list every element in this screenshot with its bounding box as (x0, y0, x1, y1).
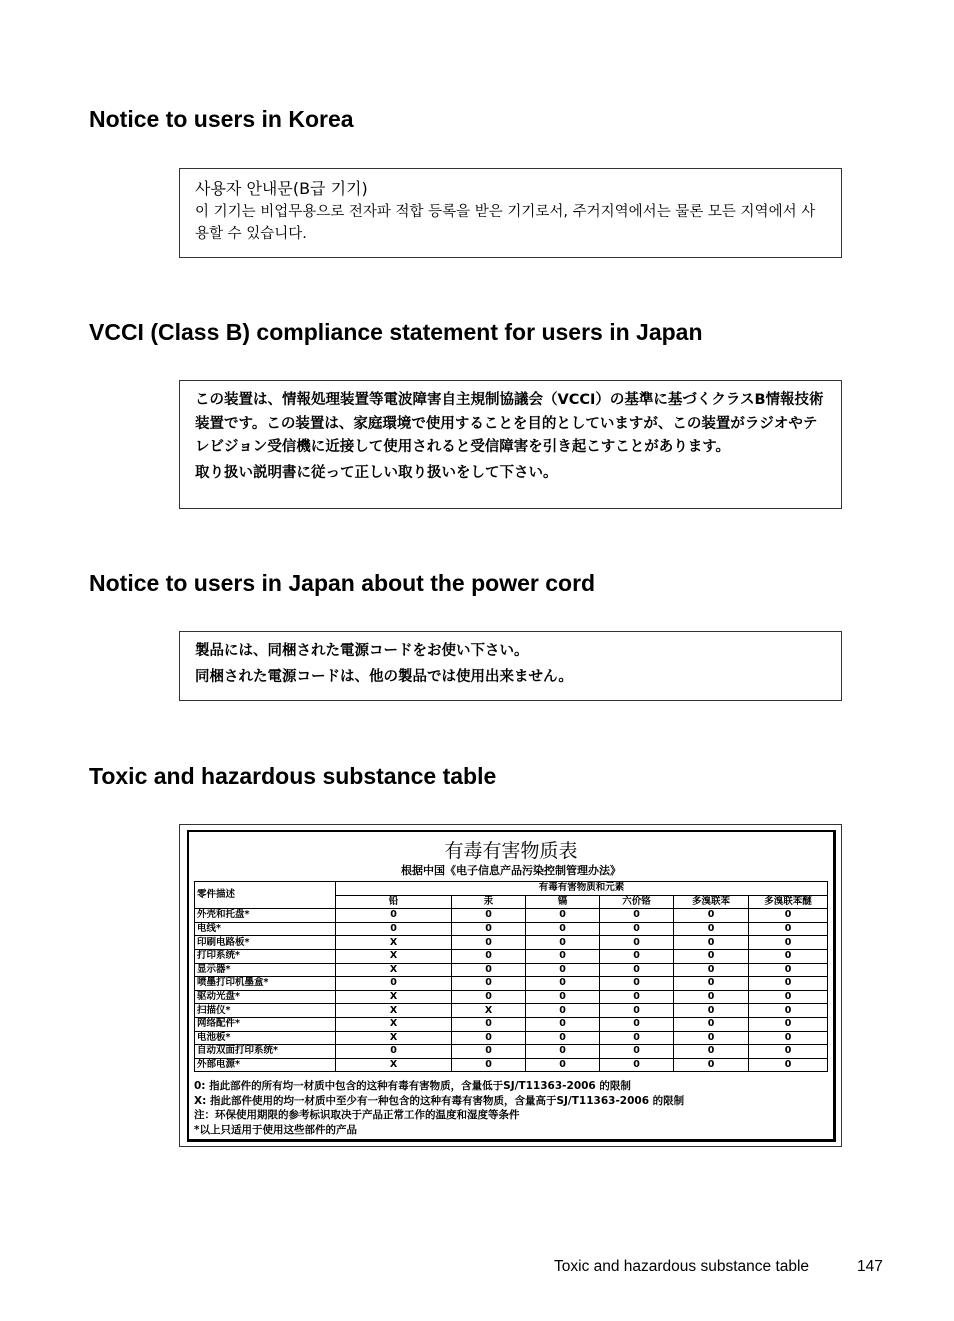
substance-value-cell: 0 (336, 977, 452, 991)
toxic-table-frame (187, 830, 836, 1142)
note-line: *以上只适用于使用这些部件的产品 (194, 1123, 357, 1136)
substance-value-cell: 0 (674, 909, 749, 923)
power-cord-line-1: 製品には、同梱された電源コードをお使い下さい。 (195, 643, 529, 659)
substance-value-cell: 0 (526, 1045, 600, 1059)
table-row (195, 922, 828, 936)
part-name-cell: 外部电源* (195, 1058, 336, 1072)
substance-value-cell: 0 (749, 1031, 828, 1045)
substance-value-cell: 0 (749, 949, 828, 963)
substance-value-cell: 0 (452, 922, 526, 936)
table-row (195, 909, 828, 923)
substance-value-cell: 0 (674, 977, 749, 991)
korea-notice-body: 이 기기는 비업무용으로 전자파 적합 등록을 받은 기기로서, 주거지역에서는 물론 모든 지역에서 사용할 수 있습니다. (195, 204, 816, 242)
substance-value-cell: 0 (600, 1031, 674, 1045)
substance-value-cell: 0 (600, 990, 674, 1004)
toxic-table-notes (194, 1079, 684, 1137)
korea-notice-box (179, 168, 842, 258)
substance-value-cell: 0 (674, 1031, 749, 1045)
substance-column-header: 镉 (526, 895, 600, 909)
substance-value-cell: 0 (600, 922, 674, 936)
substance-value-cell: 0 (749, 963, 828, 977)
part-name-cell: 打印系统* (195, 949, 336, 963)
substance-value-cell: X (336, 1058, 452, 1072)
heading-power-cord: Notice to users in Japan about the power cord (89, 570, 596, 596)
substance-value-cell: 0 (600, 936, 674, 950)
substance-value-cell: 0 (336, 909, 452, 923)
substance-value-cell: 0 (526, 1004, 600, 1018)
substance-value-cell: 0 (452, 936, 526, 950)
note-line: X: 指此部件使用的均一材质中至少有一种包含的这种有毒有害物质，含量高于SJ/T11363-2006 的限制 (194, 1094, 685, 1107)
substance-value-cell: 0 (749, 1004, 828, 1018)
part-name-cell: 电池板* (195, 1031, 336, 1045)
note-line: 注：环保使用期限的参考标识取决于产品正常工作的温度和湿度等条件 (194, 1109, 520, 1121)
substance-value-cell: X (452, 1004, 526, 1018)
substance-value-cell: 0 (674, 1045, 749, 1059)
substance-value-cell: 0 (674, 990, 749, 1004)
substance-value-cell: 0 (749, 909, 828, 923)
substance-value-cell: 0 (674, 922, 749, 936)
substance-value-cell: 0 (452, 909, 526, 923)
substance-value-cell: 0 (452, 1031, 526, 1045)
substance-value-cell: 0 (674, 936, 749, 950)
note-line: 0: 指此部件的所有均一材质中包含的这种有毒有害物质，含量低于SJ/T11363-2006 的限制 (194, 1080, 631, 1092)
vcci-statement-body: この装置は、情報処理装置等電波障害自主規制協議会（VCCI）の基準に基づくクラスB情報技術装置です。この装置は、家庭環境で使用することを目的としていますが、この装置がラジオやテレビジョン受信機に近接して使用されると受信障害を引き起こすことがあります。 (195, 392, 824, 455)
page-footer (554, 1258, 883, 1276)
substance-value-cell: 0 (749, 936, 828, 950)
power-cord-notice-box (179, 631, 842, 701)
table-row (195, 977, 828, 991)
substance-value-cell: 0 (452, 990, 526, 1004)
substance-value-cell: 0 (526, 936, 600, 950)
table-row (195, 949, 828, 963)
substance-value-cell: 0 (674, 1004, 749, 1018)
table-row (195, 963, 828, 977)
vcci-statement-box (179, 380, 842, 509)
substance-value-cell: 0 (526, 949, 600, 963)
substance-value-cell: X (336, 990, 452, 1004)
substance-value-cell: 0 (749, 1045, 828, 1059)
substance-value-cell: 0 (452, 1017, 526, 1031)
substance-value-cell: 0 (600, 977, 674, 991)
substance-column-header: 多溴联苯醚 (749, 895, 828, 909)
part-name-cell: 驱动光盘* (195, 990, 336, 1004)
substance-value-cell: 0 (526, 990, 600, 1004)
substance-column-header: 六价铬 (600, 895, 674, 909)
substance-value-cell: 0 (749, 977, 828, 991)
heading-vcci: VCCI (Class B) compliance statement for users in Japan (89, 319, 703, 345)
substance-value-cell: X (336, 963, 452, 977)
toxic-table-subtitle: 根据中国《电子信息产品污染控制管理办法》 (401, 864, 621, 877)
substance-value-cell: 0 (749, 1017, 828, 1031)
table-row (195, 1017, 828, 1031)
substance-column-header: 汞 (452, 895, 526, 909)
substance-value-cell: 0 (336, 1045, 452, 1059)
substance-value-cell: 0 (600, 1017, 674, 1031)
substance-value-cell: 0 (674, 963, 749, 977)
table-row (195, 936, 828, 950)
substance-value-cell: X (336, 936, 452, 950)
heading-toxic: Toxic and hazardous substance table (89, 763, 497, 789)
substance-value-cell: 0 (674, 1017, 749, 1031)
substance-value-cell: 0 (526, 963, 600, 977)
part-name-cell: 外壳和托盘* (195, 909, 336, 923)
substance-table-body (195, 909, 828, 1072)
part-name-cell: 喷墨打印机墨盒* (195, 977, 336, 991)
table-row (195, 1045, 828, 1059)
substance-value-cell: 0 (452, 963, 526, 977)
korea-notice-title: 사용자 안내문(B급 기기) (195, 179, 368, 198)
substance-value-cell: 0 (749, 1058, 828, 1072)
part-name-cell: 电线* (195, 922, 336, 936)
substance-value-cell: 0 (600, 1058, 674, 1072)
table-row (195, 1031, 828, 1045)
substance-value-cell: 0 (452, 949, 526, 963)
substance-value-cell: 0 (600, 949, 674, 963)
part-name-cell: 扫描仪* (195, 1004, 336, 1018)
substance-value-cell: 0 (600, 1045, 674, 1059)
table-row (195, 1058, 828, 1072)
table-row (195, 990, 828, 1004)
substance-group-header: 有毒有害物质和元素 (336, 882, 828, 896)
substance-value-cell: X (336, 949, 452, 963)
substance-value-cell: 0 (336, 922, 452, 936)
substance-column-header: 多溴联苯 (674, 895, 749, 909)
vcci-statement-instruction: 取り扱い説明書に従って正しい取り扱いをして下さい。 (195, 464, 558, 481)
substance-value-cell: 0 (526, 909, 600, 923)
heading-korea: Notice to users in Korea (89, 106, 354, 132)
footer-section-title: Toxic and hazardous substance table (554, 1258, 810, 1275)
substance-value-cell: 0 (600, 963, 674, 977)
toxic-table-title: 有毒有害物质表 (444, 840, 578, 862)
table-row (195, 1004, 828, 1018)
power-cord-line-2: 同梱された電源コードは、他の製品では使用出来ません。 (195, 668, 573, 685)
toxic-table-box (179, 824, 842, 1147)
substance-value-cell: 0 (674, 949, 749, 963)
substance-value-cell: 0 (452, 977, 526, 991)
substance-value-cell: 0 (600, 909, 674, 923)
part-description-header: 零件描述 (195, 882, 336, 909)
substance-value-cell: 0 (526, 1031, 600, 1045)
substance-value-cell: X (336, 1004, 452, 1018)
substance-value-cell: 0 (526, 1058, 600, 1072)
substance-value-cell: X (336, 1017, 452, 1031)
part-name-cell: 显示器* (195, 963, 336, 977)
part-name-cell: 印刷电路板* (195, 936, 336, 950)
part-name-cell: 网络配件* (195, 1017, 336, 1031)
substance-value-cell: 0 (674, 1058, 749, 1072)
substance-value-cell: 0 (452, 1045, 526, 1059)
substance-value-cell: 0 (526, 977, 600, 991)
substance-value-cell: 0 (526, 1017, 600, 1031)
page-number: 147 (857, 1258, 883, 1275)
substance-value-cell: 0 (526, 922, 600, 936)
substance-table (194, 881, 828, 1072)
part-name-cell: 自动双面打印系统* (195, 1045, 336, 1059)
substance-value-cell: 0 (452, 1058, 526, 1072)
substance-value-cell: 0 (749, 990, 828, 1004)
substance-value-cell: 0 (600, 1004, 674, 1018)
substance-value-cell: X (336, 1031, 452, 1045)
substance-column-header: 铅 (336, 895, 452, 909)
substance-value-cell: 0 (749, 922, 828, 936)
